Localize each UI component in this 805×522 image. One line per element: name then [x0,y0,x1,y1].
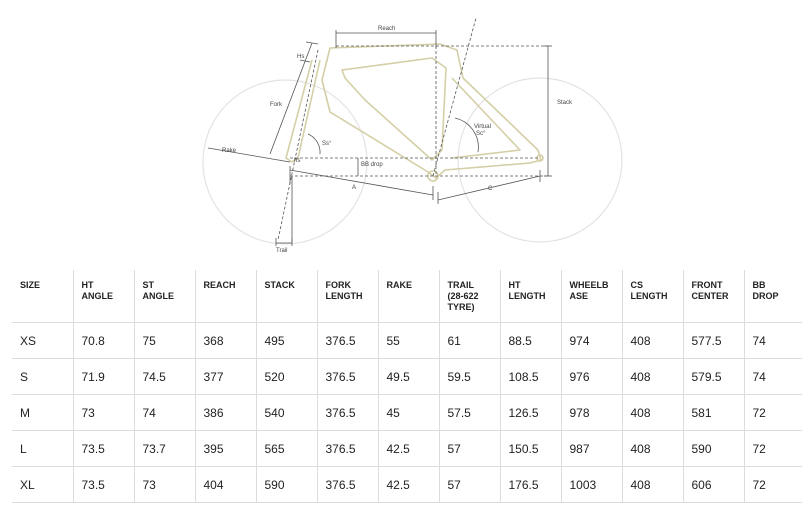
table-cell: 386 [195,395,256,431]
table-cell: 74 [744,359,802,395]
table-cell: 520 [256,359,317,395]
table-cell: 368 [195,323,256,359]
table-cell: 579.5 [683,359,744,395]
table-cell: 376.5 [317,359,378,395]
column-header: HT ANGLE [73,270,134,323]
c-label: C [488,186,493,192]
fork-label: Fork [270,102,282,108]
table-cell: 42.5 [378,431,439,467]
table-cell: 408 [622,431,683,467]
table-cell: 70.8 [73,323,134,359]
column-header: CS LENGTH [622,270,683,323]
table-cell: 408 [622,395,683,431]
a-label: A [352,185,357,191]
table-cell: 55 [378,323,439,359]
column-header: ST ANGLE [134,270,195,323]
virtual-sc-line-2: Sc° [476,131,486,137]
table-cell: 73.7 [134,431,195,467]
table-cell: 590 [683,431,744,467]
table-row [12,431,802,467]
table-cell: 408 [622,467,683,503]
reach-label: Reach [378,26,396,32]
table-cell: 61 [439,323,500,359]
table-cell: 74.5 [134,359,195,395]
table-row [12,359,802,395]
table-cell: 108.5 [500,359,561,395]
table-cell: 590 [256,467,317,503]
table-cell: 73.5 [73,467,134,503]
table-cell: 150.5 [500,431,561,467]
table-cell: 974 [561,323,622,359]
table-cell: 75 [134,323,195,359]
table-cell: 176.5 [500,467,561,503]
size-cell: M [12,395,73,431]
table-header-row [12,270,802,323]
table-cell: 72 [744,467,802,503]
table-cell: 395 [195,431,256,467]
table-cell: 1003 [561,467,622,503]
geometry-table [12,270,802,503]
table-cell: 976 [561,359,622,395]
column-header: STACK [256,270,317,323]
table-cell: 577.5 [683,323,744,359]
bb-drop-label: BB drop [361,162,383,168]
table-row [12,395,802,431]
table-cell: 404 [195,467,256,503]
trail-label: Trail [276,248,288,254]
column-header: WHEELB ASE [561,270,622,323]
table-cell: 376.5 [317,431,378,467]
table-cell: 978 [561,395,622,431]
size-cell: S [12,359,73,395]
ss-angle-label: Ss° [322,141,332,147]
table-cell: 45 [378,395,439,431]
table-cell: 88.5 [500,323,561,359]
virtual-sc-line-1: Virtual [474,124,491,130]
virtual-sc-label [474,124,493,137]
column-header: HT LENGTH [500,270,561,323]
table-cell: 408 [622,359,683,395]
table-cell: 495 [256,323,317,359]
table-cell: 987 [561,431,622,467]
table-cell: 49.5 [378,359,439,395]
column-header: RAKE [378,270,439,323]
table-cell: 565 [256,431,317,467]
table-cell: 72 [744,395,802,431]
front-wheel [203,80,367,244]
table-cell: 540 [256,395,317,431]
table-cell: 377 [195,359,256,395]
table-cell: 73 [73,395,134,431]
size-cell: XS [12,323,73,359]
table-cell: 59.5 [439,359,500,395]
table-cell: 57.5 [439,395,500,431]
table-cell: 126.5 [500,395,561,431]
hs-label: Hs [297,54,305,60]
table-cell: 72 [744,431,802,467]
column-header: TRAIL (28-622 TYRE) [439,270,500,323]
rake-label: Rake [222,148,237,154]
frame-outline [286,44,543,181]
dimension-lines [208,18,552,246]
table-cell: 376.5 [317,467,378,503]
table-cell: 74 [134,395,195,431]
table-cell: 581 [683,395,744,431]
table-cell: 606 [683,467,744,503]
table-cell: 408 [622,323,683,359]
size-cell: XL [12,467,73,503]
table-cell: 376.5 [317,323,378,359]
hs-angle-label: hs [294,158,301,164]
column-header: REACH [195,270,256,323]
table-cell: 73.5 [73,431,134,467]
column-header: FRONT CENTER [683,270,744,323]
table-cell: 57 [439,467,500,503]
table-row [12,467,802,503]
stack-label: Stack [557,100,573,106]
table-row [12,323,802,359]
table-cell: 73 [134,467,195,503]
table-cell: 71.9 [73,359,134,395]
table-cell: 376.5 [317,395,378,431]
column-header: SIZE [20,280,41,290]
table-cell: 74 [744,323,802,359]
size-cell: L [12,431,73,467]
table-cell: 42.5 [378,467,439,503]
table-cell: 57 [439,431,500,467]
column-header: FORK LENGTH [317,270,378,323]
column-header: BB DROP [744,270,802,323]
